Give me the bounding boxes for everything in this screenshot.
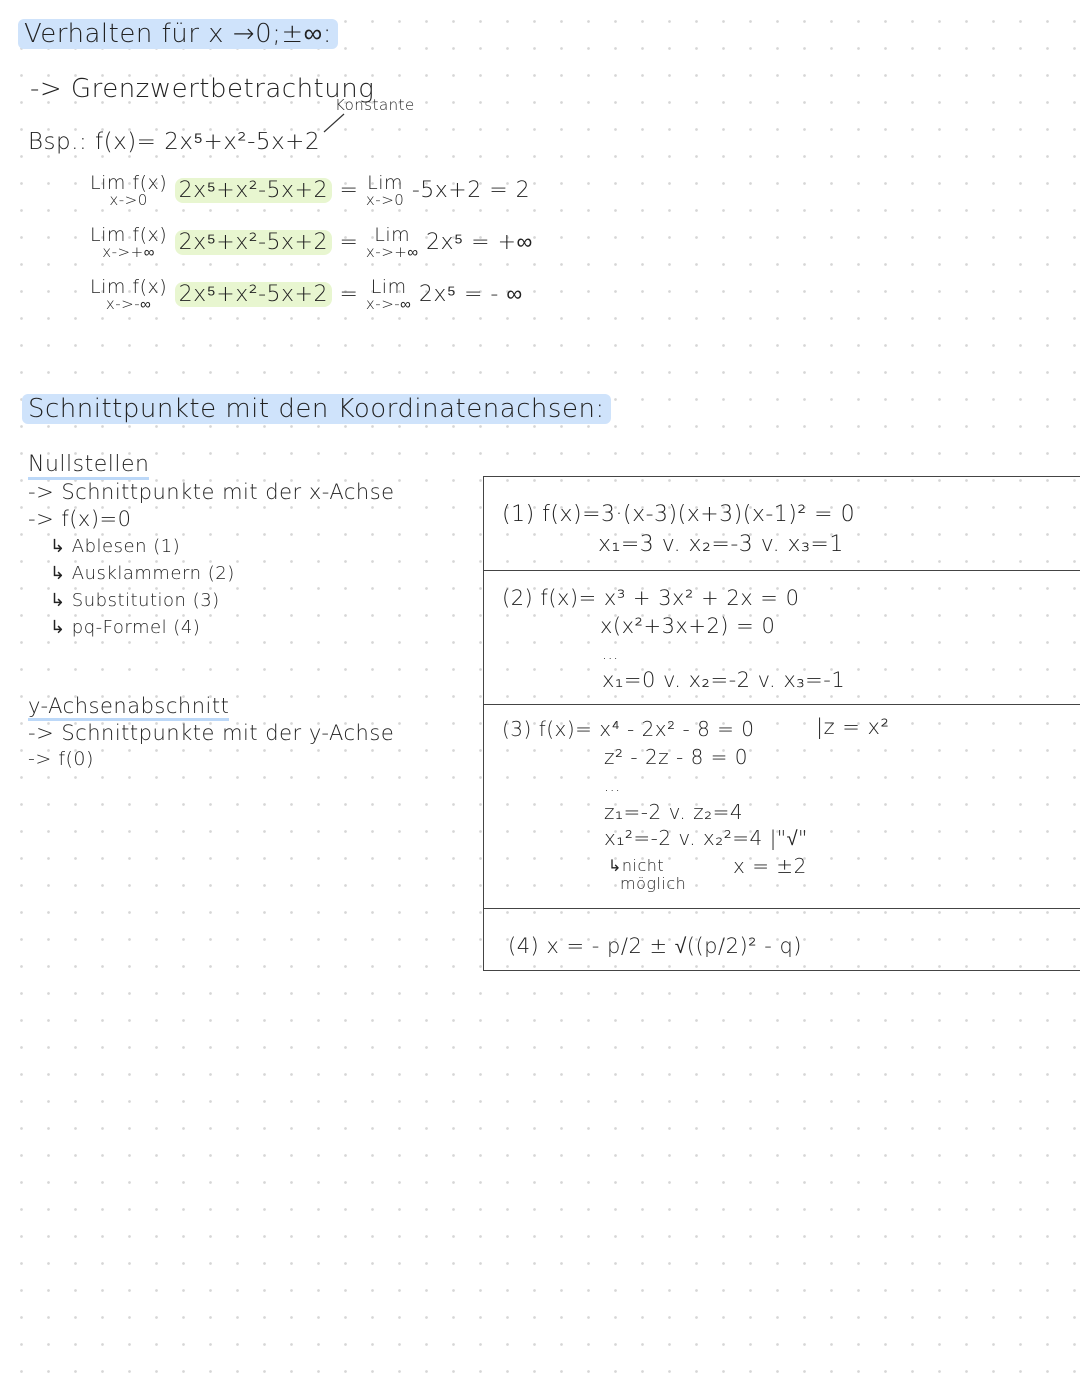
method2-solution: x₁=0 v. x₂=-2 v. x₃=-1 <box>602 668 846 692</box>
box-divider <box>483 970 1080 971</box>
method3-zsolution: z₁=-2 v. z₂=4 <box>604 800 744 824</box>
limit-row-0: Lim f(x) x->0 2x⁵+x²-5x+2 = Lim x->0 -5x+2 = 2 <box>90 172 531 209</box>
method3-equation: (3) f(x)= x⁴ - 2x² - 8 = 0 <box>502 717 755 741</box>
yachse-line-1: -> f(0) <box>28 748 94 770</box>
method3-note: möglich <box>620 874 687 893</box>
konstante-arrow <box>318 112 348 134</box>
example-label: Bsp.: f(x)= 2x⁵+x²-5x+2 <box>28 129 321 155</box>
grenzwert-line: -> Grenzwertbetrachtung <box>30 74 375 104</box>
method3-xsolution: x = ±2 <box>733 854 807 878</box>
method3-xsquared: x₁²=-2 v. x₂²=4 |"√" <box>604 826 808 850</box>
box-divider <box>483 704 1080 705</box>
yachse-title: y-Achsenabschnitt <box>28 694 229 718</box>
method-item: ↳ Substitution (3) <box>50 590 220 611</box>
method2-factored: x(x²+3x+2) = 0 <box>600 614 776 638</box>
yachse-line-0: -> Schnittpunkte mit der y-Achse <box>28 721 395 745</box>
heading-schnittpunkte: Schnittpunkte mit den Koordinatenachsen: <box>22 394 611 424</box>
limit-row-2: Lim f(x) x->-∞ 2x⁵+x²-5x+2 = Lim x->-∞ 2x⁵ = - ∞ <box>90 276 523 313</box>
box-divider <box>483 570 1080 571</box>
box-divider <box>483 476 1080 477</box>
method-item: ↳ pq-Formel (4) <box>50 617 201 638</box>
konstante-note: Konstante <box>335 96 415 114</box>
method-item: ↳ Ablesen (1) <box>50 536 181 557</box>
method3-substitution: |z = x² <box>816 715 890 739</box>
method3-zequation: z² - 2z - 8 = 0 <box>604 745 749 769</box>
box-left-border <box>483 476 484 971</box>
nullstellen-title: Nullstellen <box>28 452 149 477</box>
nullstellen-line-1: -> f(x)=0 <box>28 507 132 531</box>
method-item: ↳ Ausklammern (2) <box>50 563 235 584</box>
limit-row-1: Lim f(x) x->+∞ 2x⁵+x²-5x+2 = Lim x->+∞ 2x⁵ = +∞ <box>90 224 533 261</box>
box-divider <box>483 908 1080 909</box>
method2-dots: ... <box>602 644 619 663</box>
heading-verhalten: Verhalten für x →0;±∞: <box>18 18 338 49</box>
method3-note: ↳nicht <box>608 856 665 875</box>
method1-solution: x₁=3 v. x₂=-3 v. x₃=1 <box>598 532 844 557</box>
nullstellen-line-0: -> Schnittpunkte mit der x-Achse <box>28 480 395 504</box>
method4-pq-formula: (4) x = - p/2 ± √((p/2)² - q) <box>508 934 803 958</box>
method2-equation: (2) f(x)= x³ + 3x² + 2x = 0 <box>502 586 800 610</box>
method1-equation: (1) f(x)=3·(x-3)(x+3)(x-1)² = 0 <box>502 502 856 527</box>
method3-dots: ... <box>604 776 621 795</box>
